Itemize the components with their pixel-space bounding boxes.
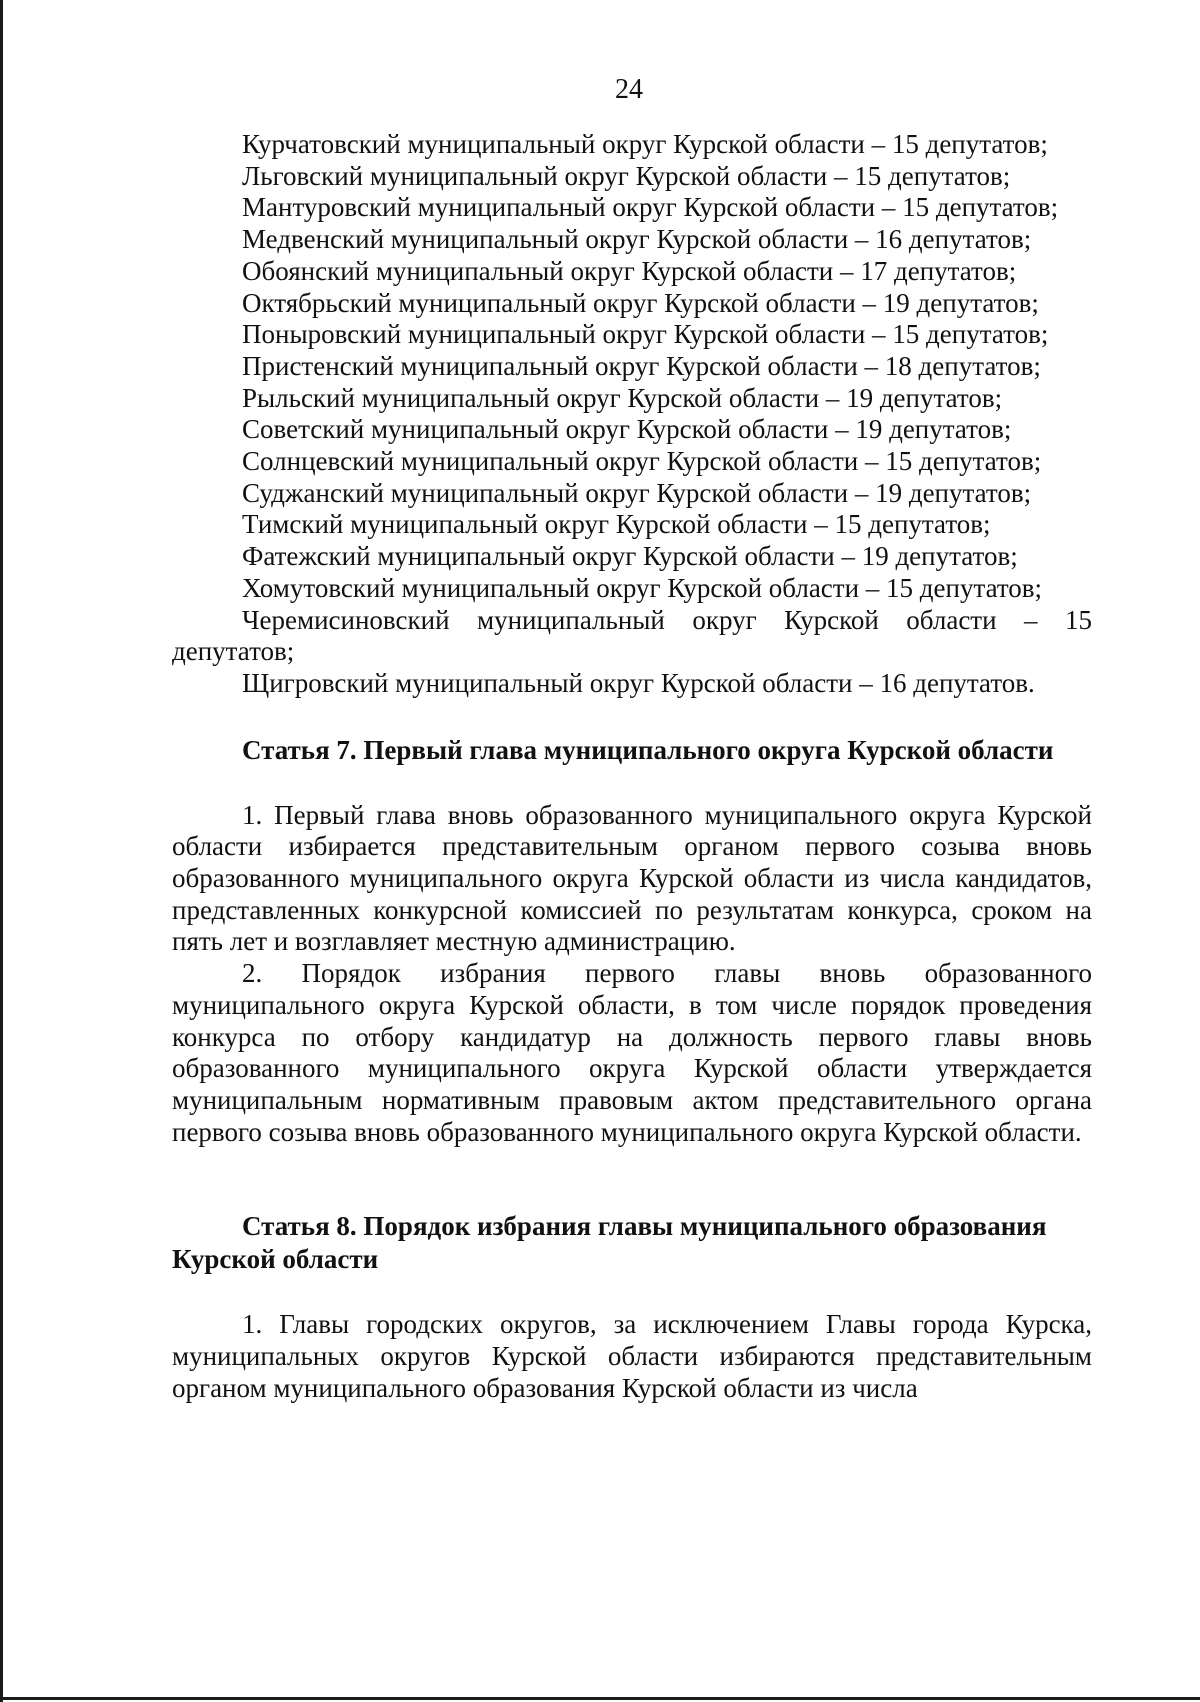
list-item: Обоянский муниципальный округ Курской области – 17 депутатов; bbox=[242, 255, 1017, 286]
list-item: Тимский муниципальный округ Курской области – 15 депутатов; bbox=[242, 509, 991, 540]
list-item: Пристенский муниципальный округ Курской области – 18 депутатов; bbox=[242, 350, 1041, 381]
spacer bbox=[172, 1148, 1092, 1210]
paragraph: 2. Порядок избрания первого главы вновь образованного муниципального округа Курской области, в том числе порядок проведения конкурса по отбору кандидатур на должность первого главы вновь образованного муниципального округа Курской области утверждается муниципальным нормативным правовым актом представительного органа первого созыва вновь образованного муниципального округа Курской области. bbox=[172, 958, 1092, 1147]
list-item: Фатежский муниципальный округ Курской области – 19 депутатов; bbox=[242, 541, 1018, 572]
list-item: Поныровский муниципальный округ Курской области – 15 депутатов; bbox=[242, 319, 1049, 350]
list-item: Льговский муниципальный округ Курской области – 15 депутатов; bbox=[242, 160, 1011, 191]
list-item: Советский муниципальный округ Курской области – 19 депутатов; bbox=[242, 414, 1012, 445]
paragraph: 1. Первый глава вновь образованного муниципального округа Курской области избирается представительным органом первого созыва вновь образованного муниципального округа Курской области из числа кандидатов, представленных конкурсной комиссией по результатам конкурса, сроком на пять лет и возглавляет местную администрацию. bbox=[172, 799, 1092, 957]
list-item: Медвенский муниципальный округ Курской области – 16 депутатов; bbox=[242, 224, 1032, 255]
list-item: Октябрьский муниципальный округ Курской области – 19 депутатов; bbox=[242, 287, 1039, 318]
list-item: Черемисиновский муниципальный округ Курской области – 15 депутатов; bbox=[172, 604, 1092, 667]
page-number: 24 bbox=[615, 74, 643, 105]
list-item: Рыльский муниципальный округ Курской области – 19 депутатов; bbox=[242, 382, 1003, 413]
spacer bbox=[172, 767, 1092, 800]
document-body bbox=[172, 129, 1092, 1405]
list-item: Мантуровский муниципальный округ Курской области – 15 депутатов; bbox=[242, 192, 1059, 223]
spacer bbox=[172, 700, 1092, 734]
spacer bbox=[172, 1276, 1092, 1309]
article-heading: Статья 7. Первый глава муниципального округа Курской области bbox=[242, 734, 1054, 765]
list-item: Хомутовский муниципальный округ Курской области – 15 депутатов; bbox=[242, 572, 1043, 603]
list-item: Курчатовский муниципальный округ Курской области – 15 депутатов; bbox=[242, 129, 1048, 159]
article-heading: Статья 8. Порядок избрания главы муниципального образования Курской области bbox=[172, 1211, 1047, 1275]
list-item: Щигровский муниципальный округ Курской области – 16 депутатов. bbox=[242, 667, 1035, 698]
list-item: Суджанский муниципальный округ Курской области – 19 депутатов; bbox=[242, 477, 1032, 508]
paragraph: 1. Главы городских округов, за исключением Главы города Курска, муниципальных округов Курской области избираются представительным органом муниципального образования Курской области из числа bbox=[172, 1309, 1092, 1403]
page-border bbox=[0, 0, 3, 1702]
page-border bbox=[0, 1697, 1200, 1700]
district-list bbox=[172, 129, 1092, 700]
list-item: Солнцевский муниципальный округ Курской области – 15 депутатов; bbox=[242, 446, 1042, 477]
